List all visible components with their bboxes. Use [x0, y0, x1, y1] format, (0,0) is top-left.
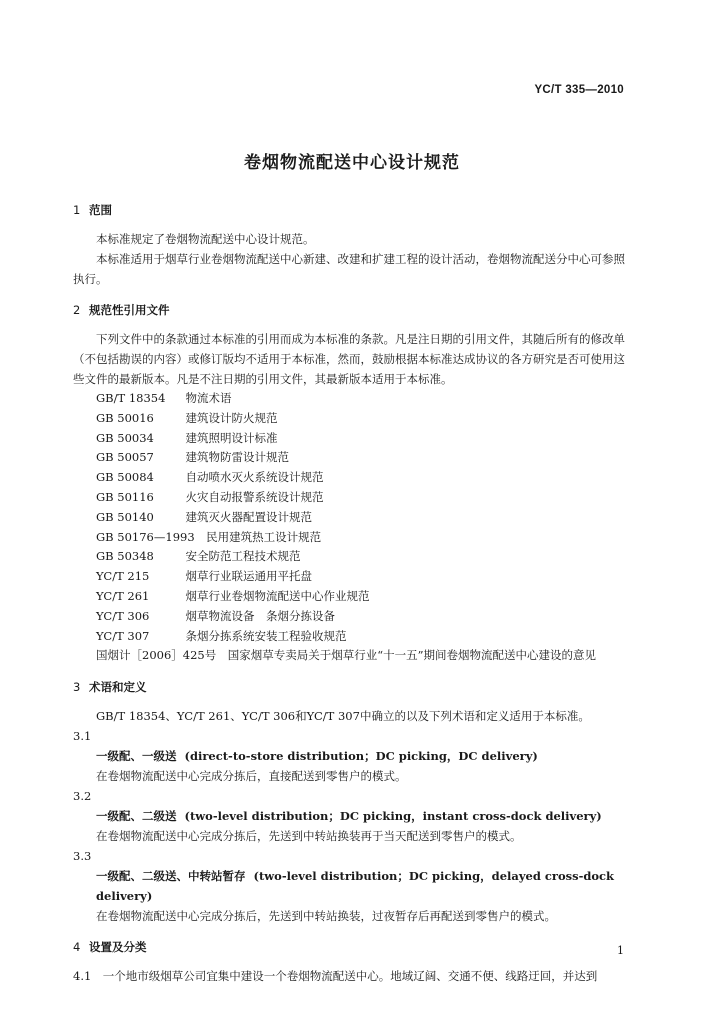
reference-item [73, 528, 630, 548]
section-4-heading [73, 937, 630, 957]
standard-code: YC/T 335—2010 [534, 84, 624, 96]
section-4-number: 4 [73, 940, 81, 955]
document-body [73, 200, 630, 986]
term-definition: 在卷烟物流配送中心完成分拣后，先送到中转站换装再于当天配送到零售户的模式。 [96, 829, 522, 844]
reference-code: YC/T 215 [96, 569, 150, 584]
term-chinese: 一级配、一级送 [96, 749, 177, 764]
reference-name: 安全防范工程技术规范 [185, 549, 301, 564]
section-4-title: 设置及分类 [89, 940, 147, 955]
reference-name: 条烟分拣系统安装工程验收规范 [185, 628, 347, 643]
reference-code: GB 50016 [96, 410, 154, 425]
reference-item [73, 567, 630, 587]
reference-name: 烟草行业卷烟物流配送中心作业规范 [185, 588, 370, 603]
section-2-title: 规范性引用文件 [89, 303, 170, 317]
reference-item [73, 448, 630, 468]
reference-name: 建筑物防雷设计规范 [185, 450, 289, 465]
reference-code: GB 50057 [96, 450, 154, 465]
reference-code: GB/T 18354 [96, 391, 166, 405]
page-number: 1 [617, 944, 624, 957]
reference-list [73, 389, 630, 666]
term-heading [73, 866, 630, 906]
reference-item [73, 468, 630, 488]
reference-name: 自动喷水灭火系统设计规范 [185, 470, 324, 485]
section-1-para-2: 本标准适用于烟草行业卷烟物流配送中心新建、改建和扩建工程的设计活动，卷烟物流配送分中心可参照执行。 [73, 252, 625, 286]
reference-name: 烟草物流设备 条烟分拣设备 [185, 608, 335, 623]
reference-item [73, 389, 630, 409]
clause-4-1 [73, 966, 630, 986]
section-3-heading [73, 677, 630, 697]
section-3-intro: GB/T 18354、YC/T 261、YC/T 306和YC/T 307中确立的以及下列术语和定义适用于本标准。 [96, 709, 590, 724]
reference-item [73, 488, 630, 508]
reference-code: GB 50034 [96, 430, 154, 445]
reference-code: 国烟计［2006］425号 [96, 648, 217, 663]
section-1-number: 1 [73, 203, 81, 217]
section-3-title: 术语和定义 [89, 680, 147, 695]
term-english: (direct-to-store distribution；DC picking，DC delivery) [184, 749, 538, 764]
term-number: 3.1 [73, 729, 92, 744]
term-chinese: 一级配、二级送 [96, 809, 177, 824]
term-english: (two-level distribution；DC picking，instant cross-dock delivery) [184, 809, 602, 824]
term-heading [73, 746, 630, 766]
section-3-number: 3 [73, 680, 81, 695]
reference-code: GB 50140 [96, 509, 154, 524]
reference-code: YC/T 307 [96, 628, 150, 643]
section-1-title: 范围 [89, 203, 112, 217]
section-2-intro: 下列文件中的条款通过本标准的引用而成为本标准的条款。凡是注日期的引用文件，其随后所有的修改单（不包括勘误的内容）或修订版均不适用于本标准，然而，鼓励根据本标准达成协议的各方研究是否可使用这些文件的最新版本。凡是不注日期的引用文件，其最新版本适用于本标准。 [73, 332, 625, 386]
reference-name: 建筑灭火器配置设计规范 [185, 509, 312, 524]
reference-name: 民用建筑热工设计规范 [206, 529, 322, 544]
reference-name: 建筑照明设计标准 [185, 430, 278, 445]
term-number: 3.3 [73, 849, 92, 864]
document-title: 卷烟物流配送中心设计规范 [244, 153, 460, 173]
term-english: (two-level distribution；DC picking，delayed cross-dock delivery) [96, 869, 615, 904]
reference-code: GB 50348 [96, 549, 154, 564]
section-2-heading [73, 300, 630, 320]
reference-item [73, 587, 630, 607]
reference-name: 火灾自动报警系统设计规范 [185, 489, 324, 504]
term-definition: 在卷烟物流配送中心完成分拣后，直接配送到零售户的模式。 [96, 769, 407, 784]
term-chinese: 一级配、二级送、中转站暂存 [96, 869, 246, 884]
section-2-number: 2 [73, 303, 81, 317]
clause-4-1-text: 一个地市级烟草公司宜集中建设一个卷烟物流配送中心。地域辽阔、交通不便、线路迂回，并达到 [102, 969, 598, 984]
reference-code: YC/T 306 [96, 608, 150, 623]
section-1-para-1: 本标准规定了卷烟物流配送中心设计规范。 [96, 232, 315, 246]
reference-name: 国家烟草专卖局关于烟草行业“十一五”期间卷烟物流配送中心建设的意见 [227, 648, 596, 663]
section-1-heading [73, 200, 630, 220]
term-heading [73, 806, 630, 826]
reference-item [73, 646, 630, 666]
reference-name: 建筑设计防火规范 [185, 410, 278, 425]
reference-code: GB 50116 [96, 489, 154, 504]
term-definition: 在卷烟物流配送中心完成分拣后，先送到中转站换装，过夜暂存后再配送到零售户的模式。 [96, 909, 556, 924]
clause-4-1-number: 4.1 [73, 969, 92, 984]
reference-item [73, 607, 630, 627]
term-number: 3.2 [73, 789, 92, 804]
reference-item [73, 508, 630, 528]
reference-item [73, 429, 630, 449]
reference-item [73, 547, 630, 567]
reference-name: 物流术语 [185, 391, 232, 405]
reference-code: YC/T 261 [96, 588, 150, 603]
reference-name: 烟草行业联运通用平托盘 [185, 569, 312, 584]
reference-code: GB 50084 [96, 470, 154, 485]
reference-item [73, 409, 630, 429]
reference-code: GB 50176—1993 [96, 529, 195, 544]
reference-item [73, 627, 630, 647]
